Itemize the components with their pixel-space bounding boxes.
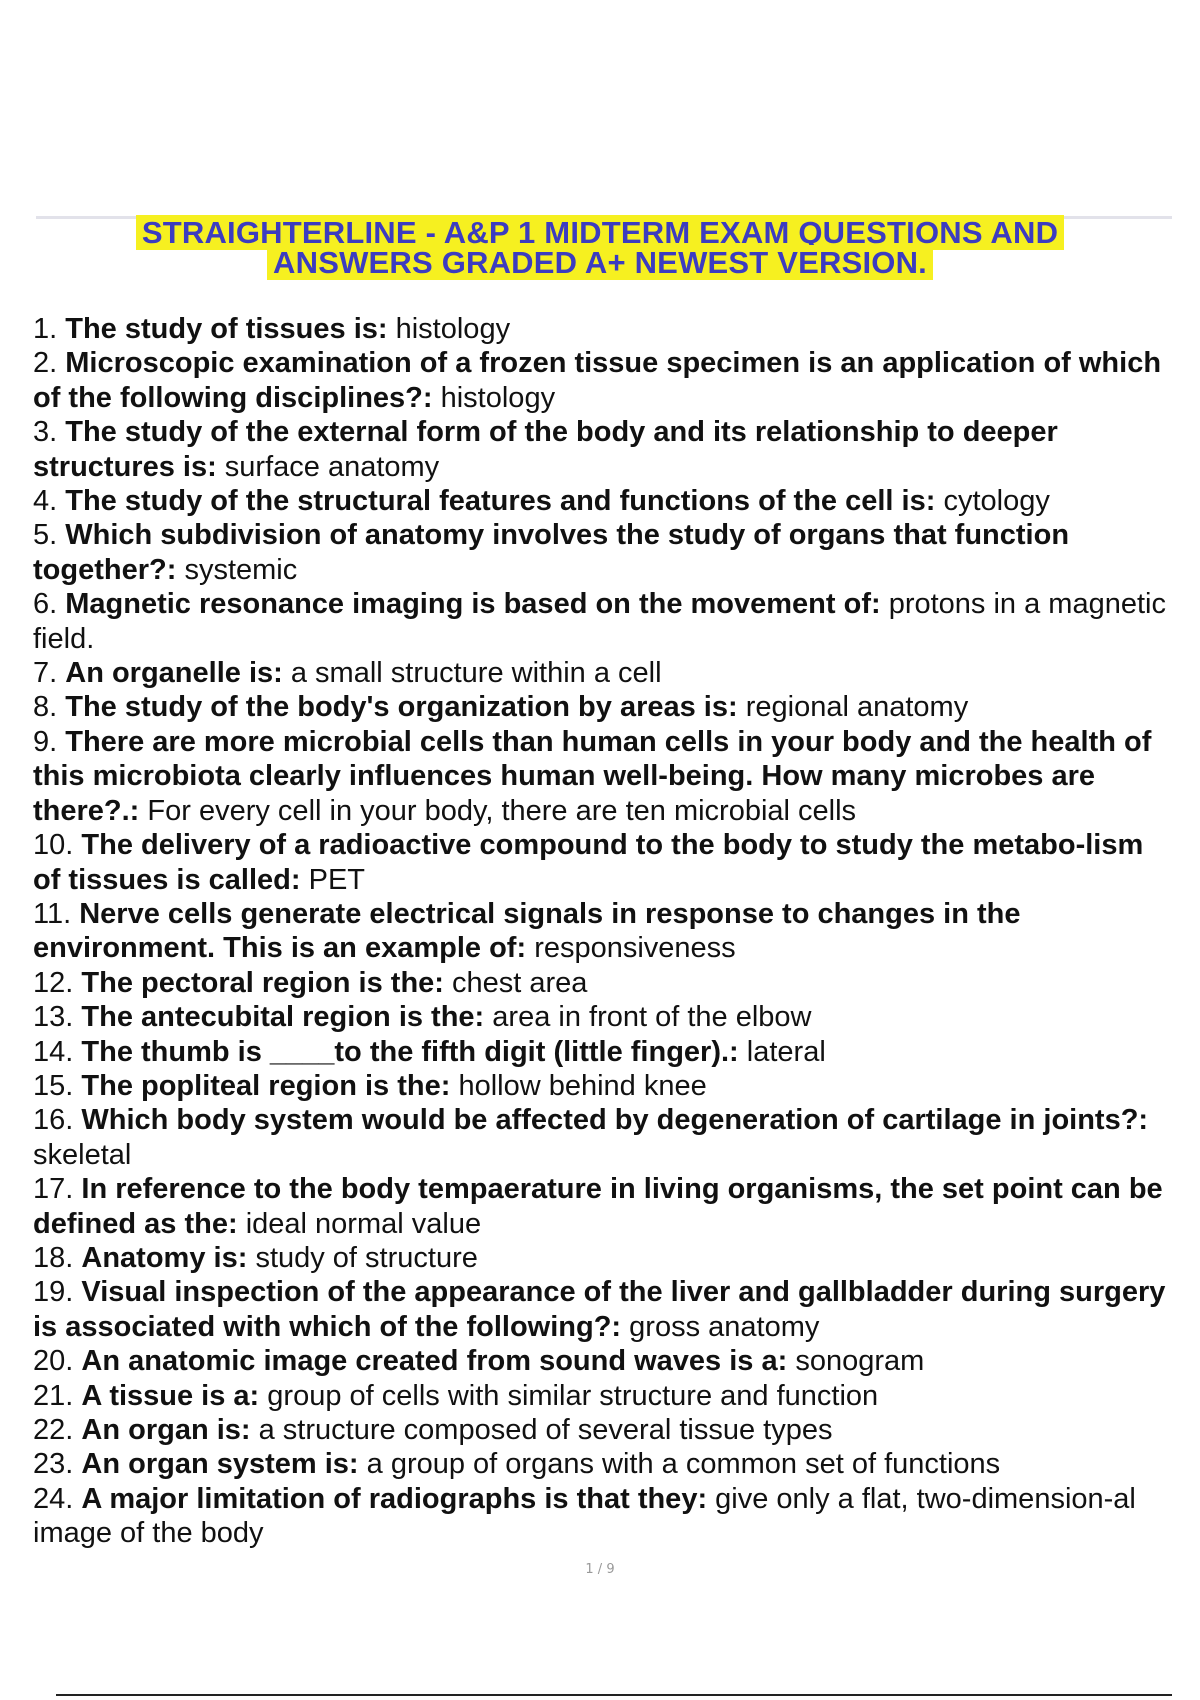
question-number: 13. — [33, 1001, 74, 1034]
answer-text: histology — [395, 313, 511, 345]
answer-text: gross anatomy — [629, 1310, 820, 1343]
question-number: 18. — [33, 1241, 74, 1274]
question-text: A major limitation of radiographs is that they: — [81, 1482, 708, 1515]
bottom-divider — [56, 1694, 1172, 1696]
qa-item — [33, 966, 1173, 1000]
answer-text: study of structure — [255, 1241, 478, 1274]
qa-item — [33, 518, 1173, 587]
qa-item — [33, 312, 1173, 346]
qa-item — [33, 828, 1173, 897]
answer-text: histology — [440, 381, 556, 414]
question-text: Nerve cells generate electrical signals in response to changes in the environment. This is an example of: — [33, 897, 1021, 965]
question-number: 6. — [33, 588, 58, 621]
question-number: 4. — [33, 485, 58, 518]
qa-item — [33, 1482, 1173, 1551]
question-number: 10. — [33, 829, 74, 862]
answer-text: For every cell in your body, there are ten microbial cells — [147, 794, 857, 827]
qa-item — [33, 1379, 1173, 1413]
question-text: Magnetic resonance imaging is based on the movement of: — [65, 588, 881, 621]
answer-text: regional anatomy — [745, 691, 969, 724]
answer-text: hollow behind knee — [458, 1069, 707, 1102]
question-text: In reference to the body tempaerature in living organisms, the set point can be defined as the: — [33, 1173, 1163, 1240]
answer-text: give only a flat, two-dimension-al image of the body — [33, 1482, 1136, 1550]
question-number: 2. — [33, 347, 58, 380]
question-number: 20. — [33, 1345, 74, 1378]
qa-item — [33, 1035, 1173, 1069]
qa-item — [33, 1275, 1173, 1344]
question-number: 22. — [33, 1414, 74, 1446]
qa-item — [33, 725, 1173, 828]
qa-item — [33, 1447, 1173, 1481]
answer-text: group of cells with similar structure and function — [267, 1379, 879, 1412]
question-number: 19. — [33, 1276, 74, 1309]
question-number: 15. — [33, 1069, 74, 1102]
question-text: A tissue is a: — [81, 1379, 260, 1412]
question-text: Which body system would be affected by degeneration of cartilage in joints?: — [81, 1104, 1149, 1137]
answer-text: ideal normal value — [245, 1207, 482, 1240]
qa-item — [33, 587, 1173, 656]
question-number: 11. — [33, 897, 72, 930]
document-title — [60, 215, 1140, 280]
question-text: Microscopic examination of a frozen tissue specimen is an application of which of the following disciplines?: — [33, 347, 1162, 414]
question-number: 21. — [33, 1379, 74, 1412]
question-text: The popliteal region is the: — [81, 1069, 451, 1102]
question-text: An organ is: — [81, 1414, 251, 1446]
answer-text: a group of organs with a common set of functions — [366, 1448, 1001, 1481]
answer-text: a small structure within a cell — [290, 657, 662, 690]
question-text: The antecubital region is the: — [81, 1001, 485, 1034]
question-text: An anatomic image created from sound waves is a: — [81, 1345, 788, 1378]
qa-item — [33, 1000, 1173, 1034]
answer-text: area in front of the elbow — [492, 1001, 812, 1034]
question-number: 9. — [33, 725, 58, 758]
answer-text: responsiveness — [534, 932, 736, 965]
answer-text: surface anatomy — [224, 450, 440, 483]
question-number: 14. — [33, 1035, 74, 1068]
qa-item — [33, 1241, 1173, 1275]
answer-text: chest area — [452, 966, 588, 999]
qa-item — [33, 1413, 1173, 1447]
question-text: There are more microbial cells than human cells in your body and the health of this microbiota clearly influences human well-being. How many microbes are there?.: — [33, 725, 1152, 827]
qa-item — [33, 484, 1173, 518]
question-text: An organ system is: — [81, 1448, 359, 1481]
question-text: The study of tissues is: — [65, 313, 388, 345]
question-number: 8. — [33, 691, 58, 724]
question-text: The study of the structural features and functions of the cell is: — [65, 485, 936, 518]
answer-text: protons in a magnetic field. — [33, 588, 1166, 655]
question-number: 3. — [33, 416, 58, 449]
question-text: The pectoral region is the: — [81, 966, 444, 999]
qa-item — [33, 1103, 1173, 1172]
qa-item — [33, 690, 1173, 724]
answer-text: cytology — [943, 485, 1050, 518]
answer-text: skeletal — [33, 1138, 132, 1171]
question-text: An organelle is: — [65, 657, 283, 690]
answer-text: a structure composed of several tissue types — [258, 1414, 833, 1446]
question-text: The thumb is ____to the fifth digit (little finger).: — [81, 1035, 739, 1068]
question-text: Anatomy is: — [81, 1241, 248, 1274]
question-number: 23. — [33, 1448, 74, 1481]
question-number: 24. — [33, 1482, 74, 1515]
qa-item — [33, 1344, 1173, 1378]
question-number: 17. — [33, 1173, 74, 1206]
question-number: 5. — [33, 519, 58, 552]
question-text: Visual inspection of the appearance of the liver and gallbladder during surgery is associated with which of the following?: — [33, 1276, 1166, 1343]
document-title-text: STRAIGHTERLINE - A&P 1 MIDTERM EXAM QUESTIONS AND ANSWERS GRADED A+ NEWEST VERSION. — [136, 215, 1064, 280]
qa-item — [33, 346, 1173, 415]
question-number: 12. — [33, 966, 74, 999]
qa-item — [33, 1172, 1173, 1241]
qa-item — [33, 897, 1173, 966]
question-number: 7. — [33, 657, 58, 690]
qa-item — [33, 1069, 1173, 1103]
question-text: The delivery of a radioactive compound to the body to study the metabo-lism of tissues is called: — [33, 829, 1144, 896]
question-text: The study of the external form of the body and its relationship to deeper structures is: — [33, 416, 1058, 483]
question-answer-list — [33, 312, 1173, 1551]
question-number: 1. — [33, 313, 58, 345]
question-text: Which subdivision of anatomy involves the study of organs that function together?: — [33, 519, 1070, 586]
question-text: The study of the body's organization by areas is: — [65, 691, 738, 724]
answer-text: systemic — [184, 553, 298, 586]
answer-text: sonogram — [795, 1345, 925, 1378]
answer-text: lateral — [746, 1035, 826, 1068]
qa-item — [33, 415, 1173, 484]
qa-item — [33, 656, 1173, 690]
page-number: 1 / 9 — [585, 1562, 615, 1577]
answer-text: PET — [308, 863, 366, 896]
question-number: 16. — [33, 1104, 74, 1137]
